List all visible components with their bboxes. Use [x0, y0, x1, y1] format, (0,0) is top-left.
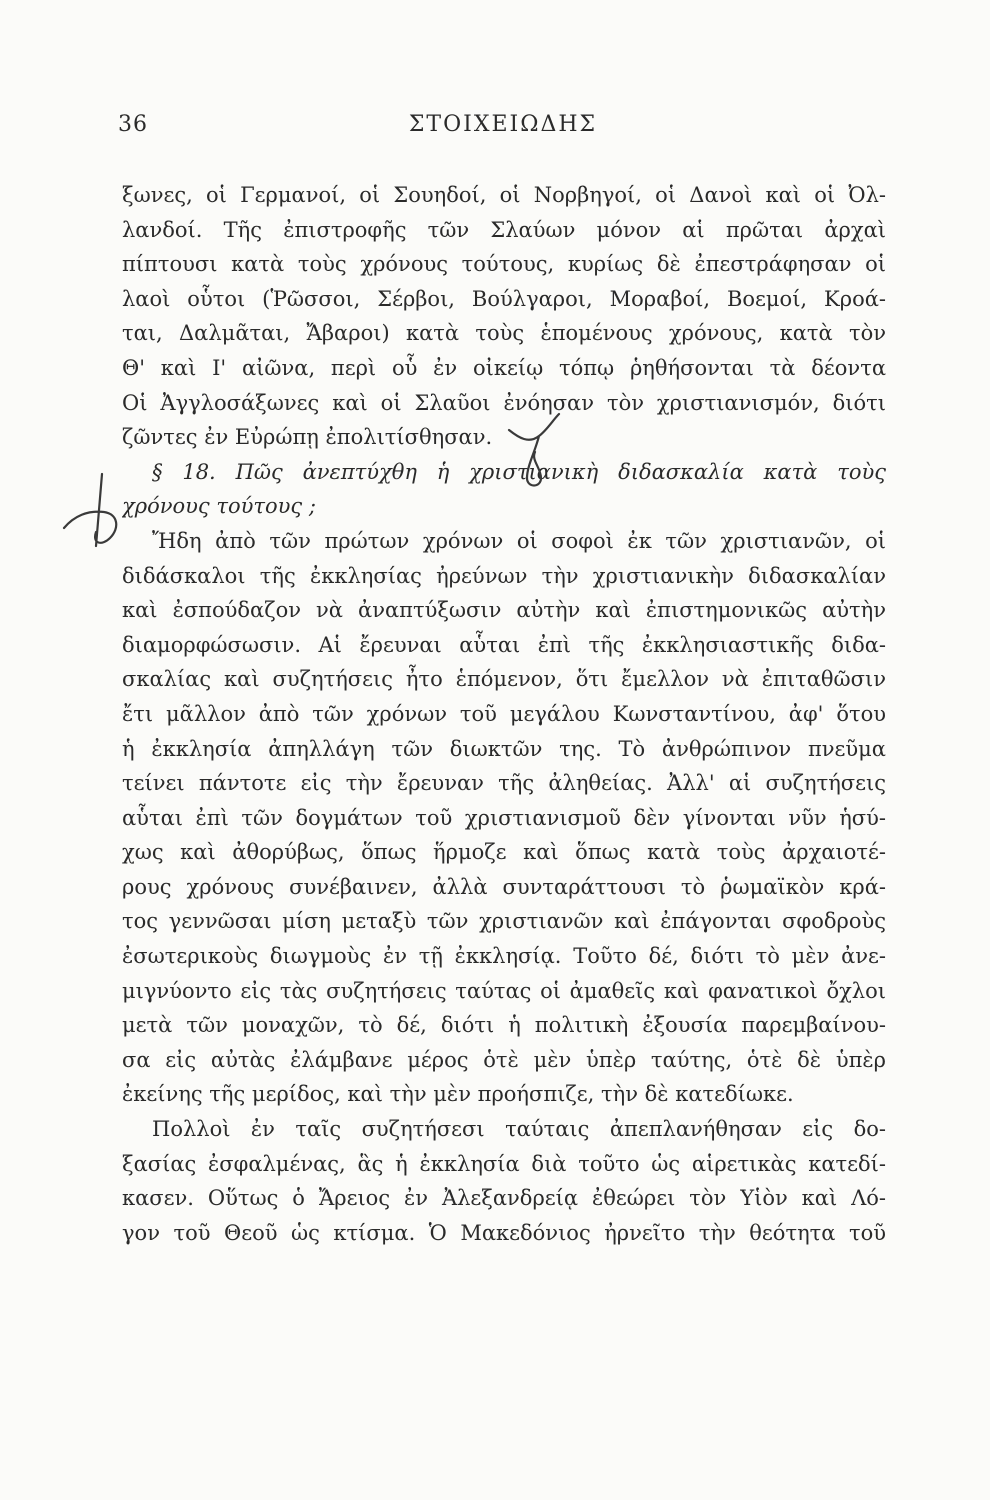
text-line: τείνει πάντοτε εἰς τὴν ἔρευναν τῆς ἀληθείας. Ἀλλ' αἱ συζητήσεις	[122, 771, 886, 796]
text-line: πίπτουσι κατὰ τοὺς χρόνους τούτους, κυρίως δὲ ἐπεστράφησαν οἱ	[122, 252, 886, 277]
text-line: διδάσκαλοι τῆς ἐκκλησίας ἠρεύνων τὴν χριστιανικὴν διδασκαλίαν	[122, 563, 886, 588]
text-line: αὗται ἐπὶ τῶν δογμάτων τοῦ χριστιανισμοῦ δὲν γίνονται νῦν ἡσύ-	[122, 805, 886, 830]
text-line: ἔτι μᾶλλον ἀπὸ τῶν χρόνων τοῦ μεγάλου Κωνσταντίνου, ἀφ' ὅτου	[122, 701, 886, 726]
text-line: κασεν. Οὕτως ὁ Ἄρειος ἐν Ἀλεξανδρείᾳ ἐθεώρει τὸν Υἱὸν καὶ Λό-	[122, 1186, 886, 1211]
text-line: ζῶντες ἐν Εὐρώπῃ ἐπολιτίσθησαν.	[122, 425, 493, 450]
text-line: σα εἰς αὐτὰς ἐλάμβανε μέρος ὁτὲ μὲν ὑπὲρ ταύτης, ὁτὲ δὲ ὑπὲρ	[122, 1047, 886, 1072]
text-line: τος γεννῶσαι μίση μεταξὺ τῶν χριστιανῶν καὶ ἐπάγονται σφοδροὺς	[122, 909, 886, 934]
text-line: ἡ ἐκκλησία ἀπηλλάγη τῶν διωκτῶν της. Τὸ ἀνθρώπινον πνεῦμα	[122, 736, 886, 761]
text-line: Θ' καὶ Ι' αἰῶνα, περὶ οὗ ἐν οἰκείῳ τόπῳ ῥηθήσονται τὰ δέοντα	[122, 355, 886, 380]
text-line: σκαλίας καὶ συζητήσεις ἦτο ἑπόμενον, ὅτι ἔμελλον νὰ ἐπιταθῶσιν	[122, 667, 886, 692]
running-head: ΣΤΟΙΧΕΙΩΔΗΣ	[408, 112, 598, 137]
handwritten-gamma-mark	[505, 408, 565, 492]
section-heading: § 18. Πῶς ἀνεπτύχθη ἡ χριστιανικὴ διδασκαλία κατὰ τοὺς	[152, 459, 886, 484]
section-heading-continued: χρόνους τούτους ;	[122, 494, 316, 519]
text-line: χως καὶ ἀθορύβως, ὅπως ἥρμοζε καὶ ὅπως κατὰ τοὺς ἀρχαιοτέ-	[122, 840, 886, 865]
handwritten-margin-mark	[58, 470, 128, 550]
text-line: λανδοί. Τῆς ἐπιστροφῆς τῶν Σλαύων μόνον αἱ πρῶται ἀρχαὶ	[122, 217, 886, 242]
text-line: ξασίας ἐσφαλμένας, ἃς ἡ ἐκκλησία διὰ τοῦτο ὡς αἱρετικὰς κατεδί-	[122, 1151, 886, 1176]
text-line: μιγνύοντο εἰς τὰς συζητήσεις ταύτας οἱ ἀμαθεῖς καὶ φανατικοὶ ὄχλοι	[122, 978, 886, 1003]
text-line: ἐκείνης τῆς μερίδος, καὶ τὴν μὲν προήσπιζε, τὴν δὲ κατεδίωκε.	[122, 1082, 794, 1107]
text-line: Πολλοὶ ἐν ταῖς συζητήσεσι ταύταις ἀπεπλανήθησαν εἰς δο-	[152, 1117, 886, 1142]
text-line: διαμορφώσωσιν. Αἱ ἔρευναι αὗται ἐπὶ τῆς ἐκκλησιαστικῆς διδα-	[122, 632, 886, 657]
text-line: Οἱ Ἀγγλοσάξωνες καὶ οἱ Σλαῦοι ἐνόησαν τὸν χριστιανισμόν, διότι	[122, 390, 886, 415]
text-line: λαοὶ οὗτοι (Ῥῶσσοι, Σέρβοι, Βούλγαροι, Μοραβοί, Βοεμοί, Κροά-	[122, 286, 886, 311]
text-line: ξωνες, οἱ Γερμανοί, οἱ Σουηδοί, οἱ Νορβηγοί, οἱ Δανοὶ καὶ οἱ Ὀλ-	[122, 183, 886, 207]
text-line: γον τοῦ Θεοῦ ὡς κτίσμα. Ὁ Μακεδόνιος ἠρνεῖτο τὴν θεότητα τοῦ	[122, 1220, 886, 1245]
text-line: ρους χρόνους συνέβαινεν, ἀλλὰ συνταράττουσι τὸ ῥωμαϊκὸν κρά-	[122, 874, 886, 899]
text-line: ται, Δαλμᾶται, Ἄβαροι) κατὰ τοὺς ἑπομένους χρόνους, κατὰ τὸν	[122, 321, 886, 346]
page-number: 36	[118, 112, 148, 137]
text-line: καὶ ἐσπούδαζον νὰ ἀναπτύξωσιν αὐτὴν καὶ ἐπιστημονικῶς αὐτὴν	[122, 598, 886, 623]
text-line: ἐσωτερικοὺς διωγμοὺς ἐν τῇ ἐκκλησίᾳ. Τοῦτο δέ, διότι τὸ μὲν ἀνε-	[122, 944, 886, 969]
body-text	[122, 178, 886, 1250]
page-header	[118, 112, 888, 146]
text-line: Ἤδη ἀπὸ τῶν πρώτων χρόνων οἱ σοφοὶ ἐκ τῶν χριστιανῶν, οἱ	[152, 528, 886, 553]
text-line: μετὰ τῶν μοναχῶν, τὸ δέ, διότι ἡ πολιτικὴ ἐξουσία παρεμβαίνου-	[122, 1013, 886, 1038]
